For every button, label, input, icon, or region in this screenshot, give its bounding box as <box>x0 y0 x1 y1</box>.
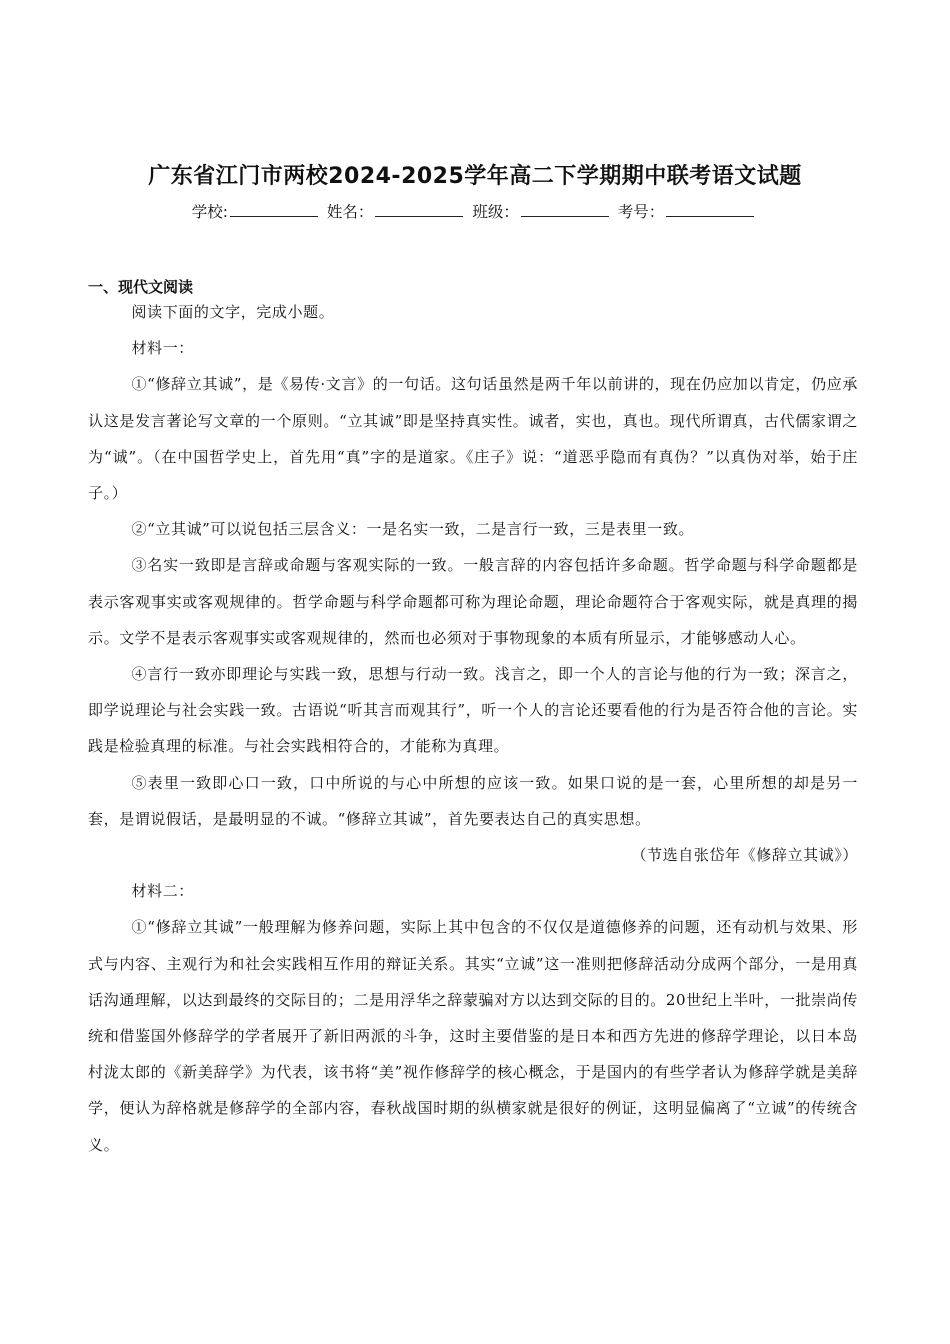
student-info-line <box>0 200 950 224</box>
material-one-paragraph-3: ③名实一致即是言辞或命题与客观实际的一致。一般言辞的内容包括许多命题。哲学命题与科学命题都是表示客观事实或客观规律的。哲学命题与科学命题都可称为理论命题，理论命题符合于客观实际，就是真理的揭示。文学不是表示客观事实或客观规律的，然而也必须对于事物现象的本质有所显示，才能够感动人心。 <box>88 556 858 647</box>
material-one-label: 材料一： <box>131 339 194 358</box>
material-two-paragraph-1: ①“修辞立其诚”一般理解为修养问题，实际上其中包含的不仅仅是道德修养的问题，还有动机与效果、形式与内容、主观行为和社会实践相互作用的辩证关系。其实“立诚”这一准则把修辞活动分成两个部分，一是用真话沟通理解，以达到最终的交际目的；二是用浮华之辞蒙骗对方以达到交际的目的。20世纪上半叶，一批崇尚传统和借鉴国外修辞学的学者展开了新旧两派的斗争，这时主要借鉴的是日本和西方先进的修辞学理论，以日本岛村泷太郎的《新美辞学》为代表，该书将“美”视作修辞学的核心概念，于是国内的有些学者认为修辞学就是美辞学，便认为辞格就是修辞学的全部内容，春秋战国时期的纵横家就是很好的例证，这明显偏离了“立诚”的传统含义。 <box>88 918 858 1154</box>
section-heading: 一、现代文阅读 <box>88 278 194 296</box>
school-blank[interactable] <box>230 200 318 217</box>
exam-number-blank[interactable] <box>666 200 754 217</box>
name-blank[interactable] <box>375 200 463 217</box>
material-one-paragraph-1: ①“修辞立其诚”，是《易传·文言》的一句话。这句话虽然是两千年以前讲的，现在仍应加以肯定，仍应承认这是发言著论写文章的一个原则。“立其诚”即是坚持真实性。诚者，实也，真也。现代所谓真，古代儒家谓之为“诚”。（在中国哲学史上，首先用“真”字的是道家。《庄子》说：“道恶乎隐而有真伪？”以真伪对举，始于庄子。） <box>88 375 858 503</box>
exam-number-label: 考号： <box>617 203 665 221</box>
class-blank[interactable] <box>521 200 609 217</box>
material-one-paragraph-5: ⑤表里一致即心口一致，口中所说的与心中所想的应该一致。如果口说的是一套，心里所想的却是另一套，是谓说假话，是最明显的不诚。“修辞立其诚”，首先要表达自己的真实思想。 <box>88 773 858 828</box>
material-two-label: 材料二： <box>131 882 194 901</box>
material-one-paragraph-2: ②“立其诚”可以说包括三层含义：一是名实一致，二是言行一致，三是表里一致。 <box>131 520 695 539</box>
material-one-source: （节选自张岱年《修辞立其诚》） <box>631 846 858 865</box>
exam-title: 广东省江门市两校2024-2025学年高二下学期期中联考语文试题 <box>148 164 802 189</box>
reading-intro: 阅读下面的文字，完成小题。 <box>131 303 335 321</box>
material-one-paragraph-4: ④言行一致亦即理论与实践一致，思想与行动一致。浅言之，即一个人的言论与他的行为一致；深言之，即学说理论与社会实践一致。古语说“听其言而观其行”，听一个人的言论还要看他的行为是否符合他的言论。实践是检验真理的标准。与社会实践相符合的，才能称为真理。 <box>88 665 858 756</box>
school-label: 学校: <box>191 203 228 221</box>
class-label: 班级： <box>472 203 519 221</box>
name-label: 姓名： <box>326 203 374 221</box>
reading-content <box>88 294 858 1163</box>
